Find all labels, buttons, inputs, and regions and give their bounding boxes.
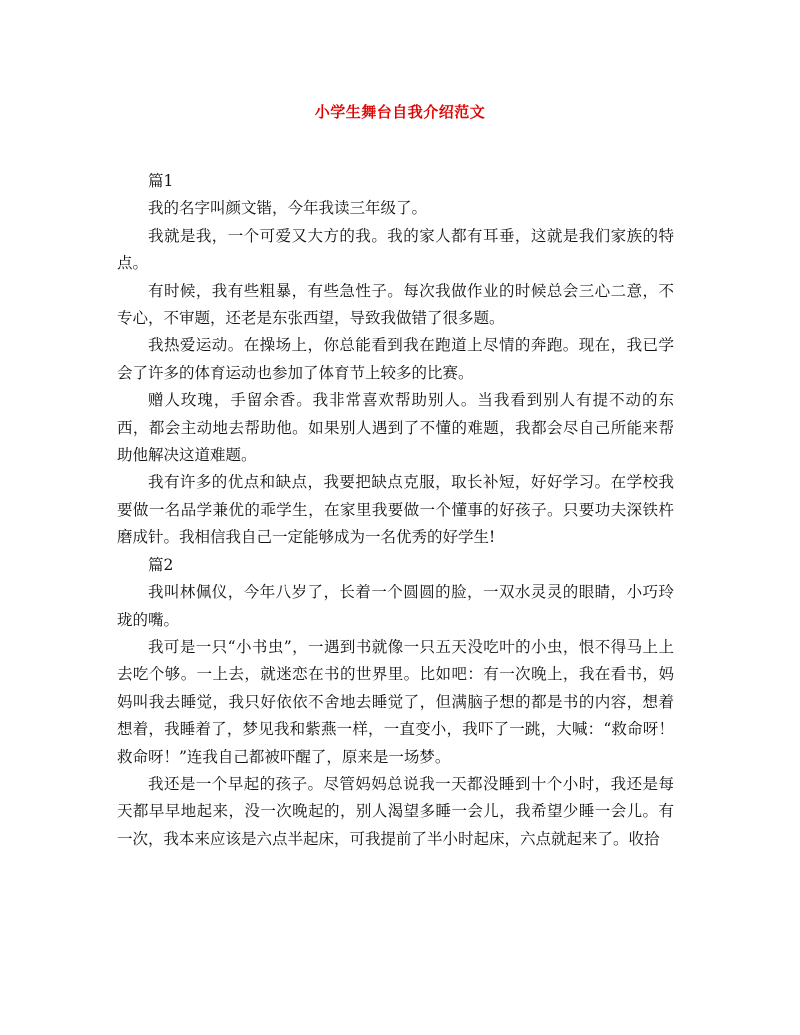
paragraph: 有时候，我有些粗暴，有些急性子。每次我做作业的时候总会三心二意，不专心，不审题，还老是东张西望，导致我做错了很多题。	[117, 281, 674, 328]
document-title: 小学生舞台自我介绍范文	[314, 103, 486, 121]
section-heading: 篇1	[148, 172, 174, 190]
paragraph: 我就是我，一个可爱又大方的我。我的家人都有耳垂，这就是我们家族的特点。	[117, 226, 674, 273]
document-body	[117, 168, 674, 853]
paragraph: 我还是一个早起的孩子。尽管妈妈总说我一天都没睡到十个小时，我还是每天都早早地起来，没一次晚起的，别人渴望多睡一会儿，我希望少睡一会儿。有一次，我本来应该是六点半起床，可我提前了半小时起床，六点就起来了。收拾	[117, 774, 674, 848]
paragraph: 我的名字叫颜文锴，今年我读三年级了。	[148, 199, 428, 218]
paragraph: 我叫林佩仪，今年八岁了，长着一个圆圆的脸，一双水灵灵的眼睛，小巧玲珑的嘴。	[117, 583, 674, 629]
section-heading: 篇2	[148, 555, 174, 574]
paragraph: 我热爱运动。在操场上，你总能看到我在跑道上尽情的奔跑。现在，我已学会了许多的体育运动也参加了体育节上较多的比赛。	[117, 336, 674, 382]
paragraph: 赠人玫瑰，手留余香。我非常喜欢帮助别人。当我看到别人有提不动的东西，都会主动地去帮助他。如果别人遇到了不懂的难题，我都会尽自己所能来帮助他解决这道难题。	[117, 391, 674, 465]
paragraph: 我有许多的优点和缺点，我要把缺点克服，取长补短，好好学习。在学校我要做一名品学兼优的乖学生，在家里我要做一个懂事的好孩子。只要功夫深铁杵磨成针。我相信我自己一定能够成为一名优秀的好学生!	[117, 473, 674, 547]
paragraph: 我可是一只“小书虫”，一遇到书就像一只五天没吃叶的小虫，恨不得马上上去吃个够。一上去，就迷恋在书的世界里。比如吧：有一次晚上，我在看书，妈妈叫我去睡觉，我只好依依不舍地去睡觉了，但满脑子想的都是书的内容，想着想着，我睡着了，梦见我和紫燕一样，一直变小，我吓了一跳，大喊：“救命呀！救命呀！”连我自己都被吓醒了，原来是一场梦。	[117, 637, 674, 766]
